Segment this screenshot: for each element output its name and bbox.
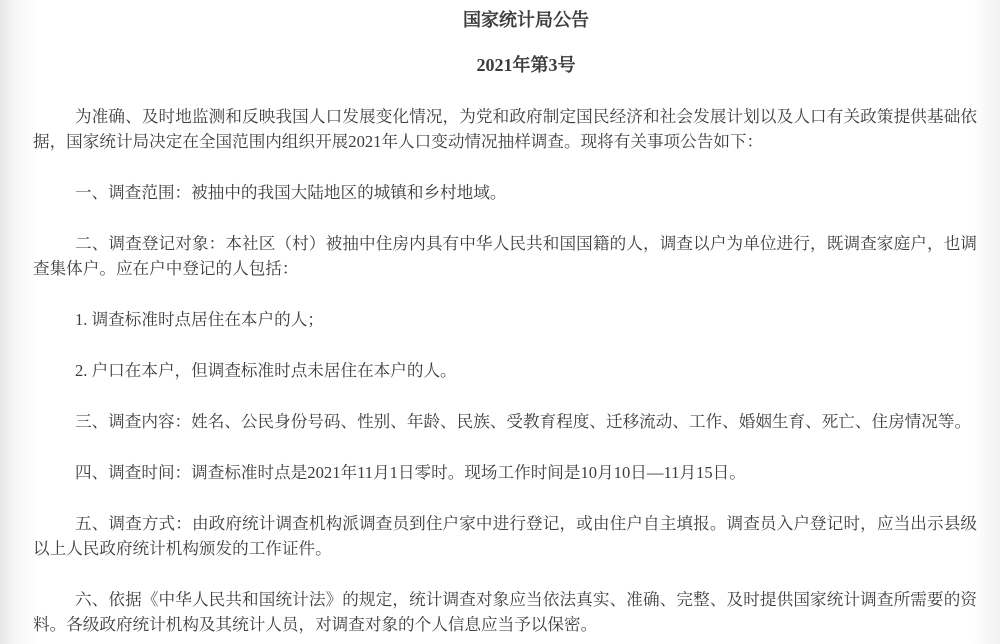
- section-2-registration-targets-paragraph: 二、调查登记对象：本社区（村）被抽中住房内具有中华人民共和国国籍的人，调查以户为单位进行，既调查家庭户，也调查集体户。应在户中登记的人包括：: [33, 234, 977, 278]
- list-item-2-household-registered-paragraph: 2. 户口在本户，但调查标准时点未居住在本户的人。: [75, 361, 457, 380]
- section-1-survey-scope-paragraph: 一、调查范围：被抽中的我国大陆地区的城镇和乡村地域。: [75, 183, 507, 202]
- section-5-survey-method-paragraph: 五、调查方式：由政府统计调查机构派调查员到住户家中进行登记，或由住户自主填报。调查员入户登记时，应当出示县级以上人民政府统计机构颁发的工作证件。: [33, 514, 977, 558]
- section-6-legal-basis-paragraph: 六、依据《中华人民共和国统计法》的规定，统计调查对象应当依法真实、准确、完整、及时提供国家统计调查所需要的资料。各级政府统计机构及其统计人员，对调查对象的个人信息应当予以保密。: [33, 590, 977, 634]
- section-3-survey-content-paragraph: 三、调查内容：姓名、公民身份号码、性别、年龄、民族、受教育程度、迁移流动、工作、婚姻生育、死亡、住房情况等。: [75, 412, 972, 431]
- document-number: 2021年第3号: [476, 55, 576, 75]
- intro-paragraph: 为准确、及时地监测和反映我国人口发展变化情况，为党和政府制定国民经济和社会发展计划以及人口有关政策提供基础依据，国家统计局决定在全国范围内组织开展2021年人口变动情况抽样调查。现将有关事项公告如下：: [33, 107, 977, 151]
- list-item-1-residents-paragraph: 1. 调查标准时点居住在本户的人；: [75, 310, 324, 329]
- section-4-survey-time-paragraph: 四、调查时间：调查标准时点是2021年11月1日零时。现场工作时间是10月10日—11月15日。: [75, 463, 746, 482]
- document-title: 国家统计局公告: [463, 10, 589, 30]
